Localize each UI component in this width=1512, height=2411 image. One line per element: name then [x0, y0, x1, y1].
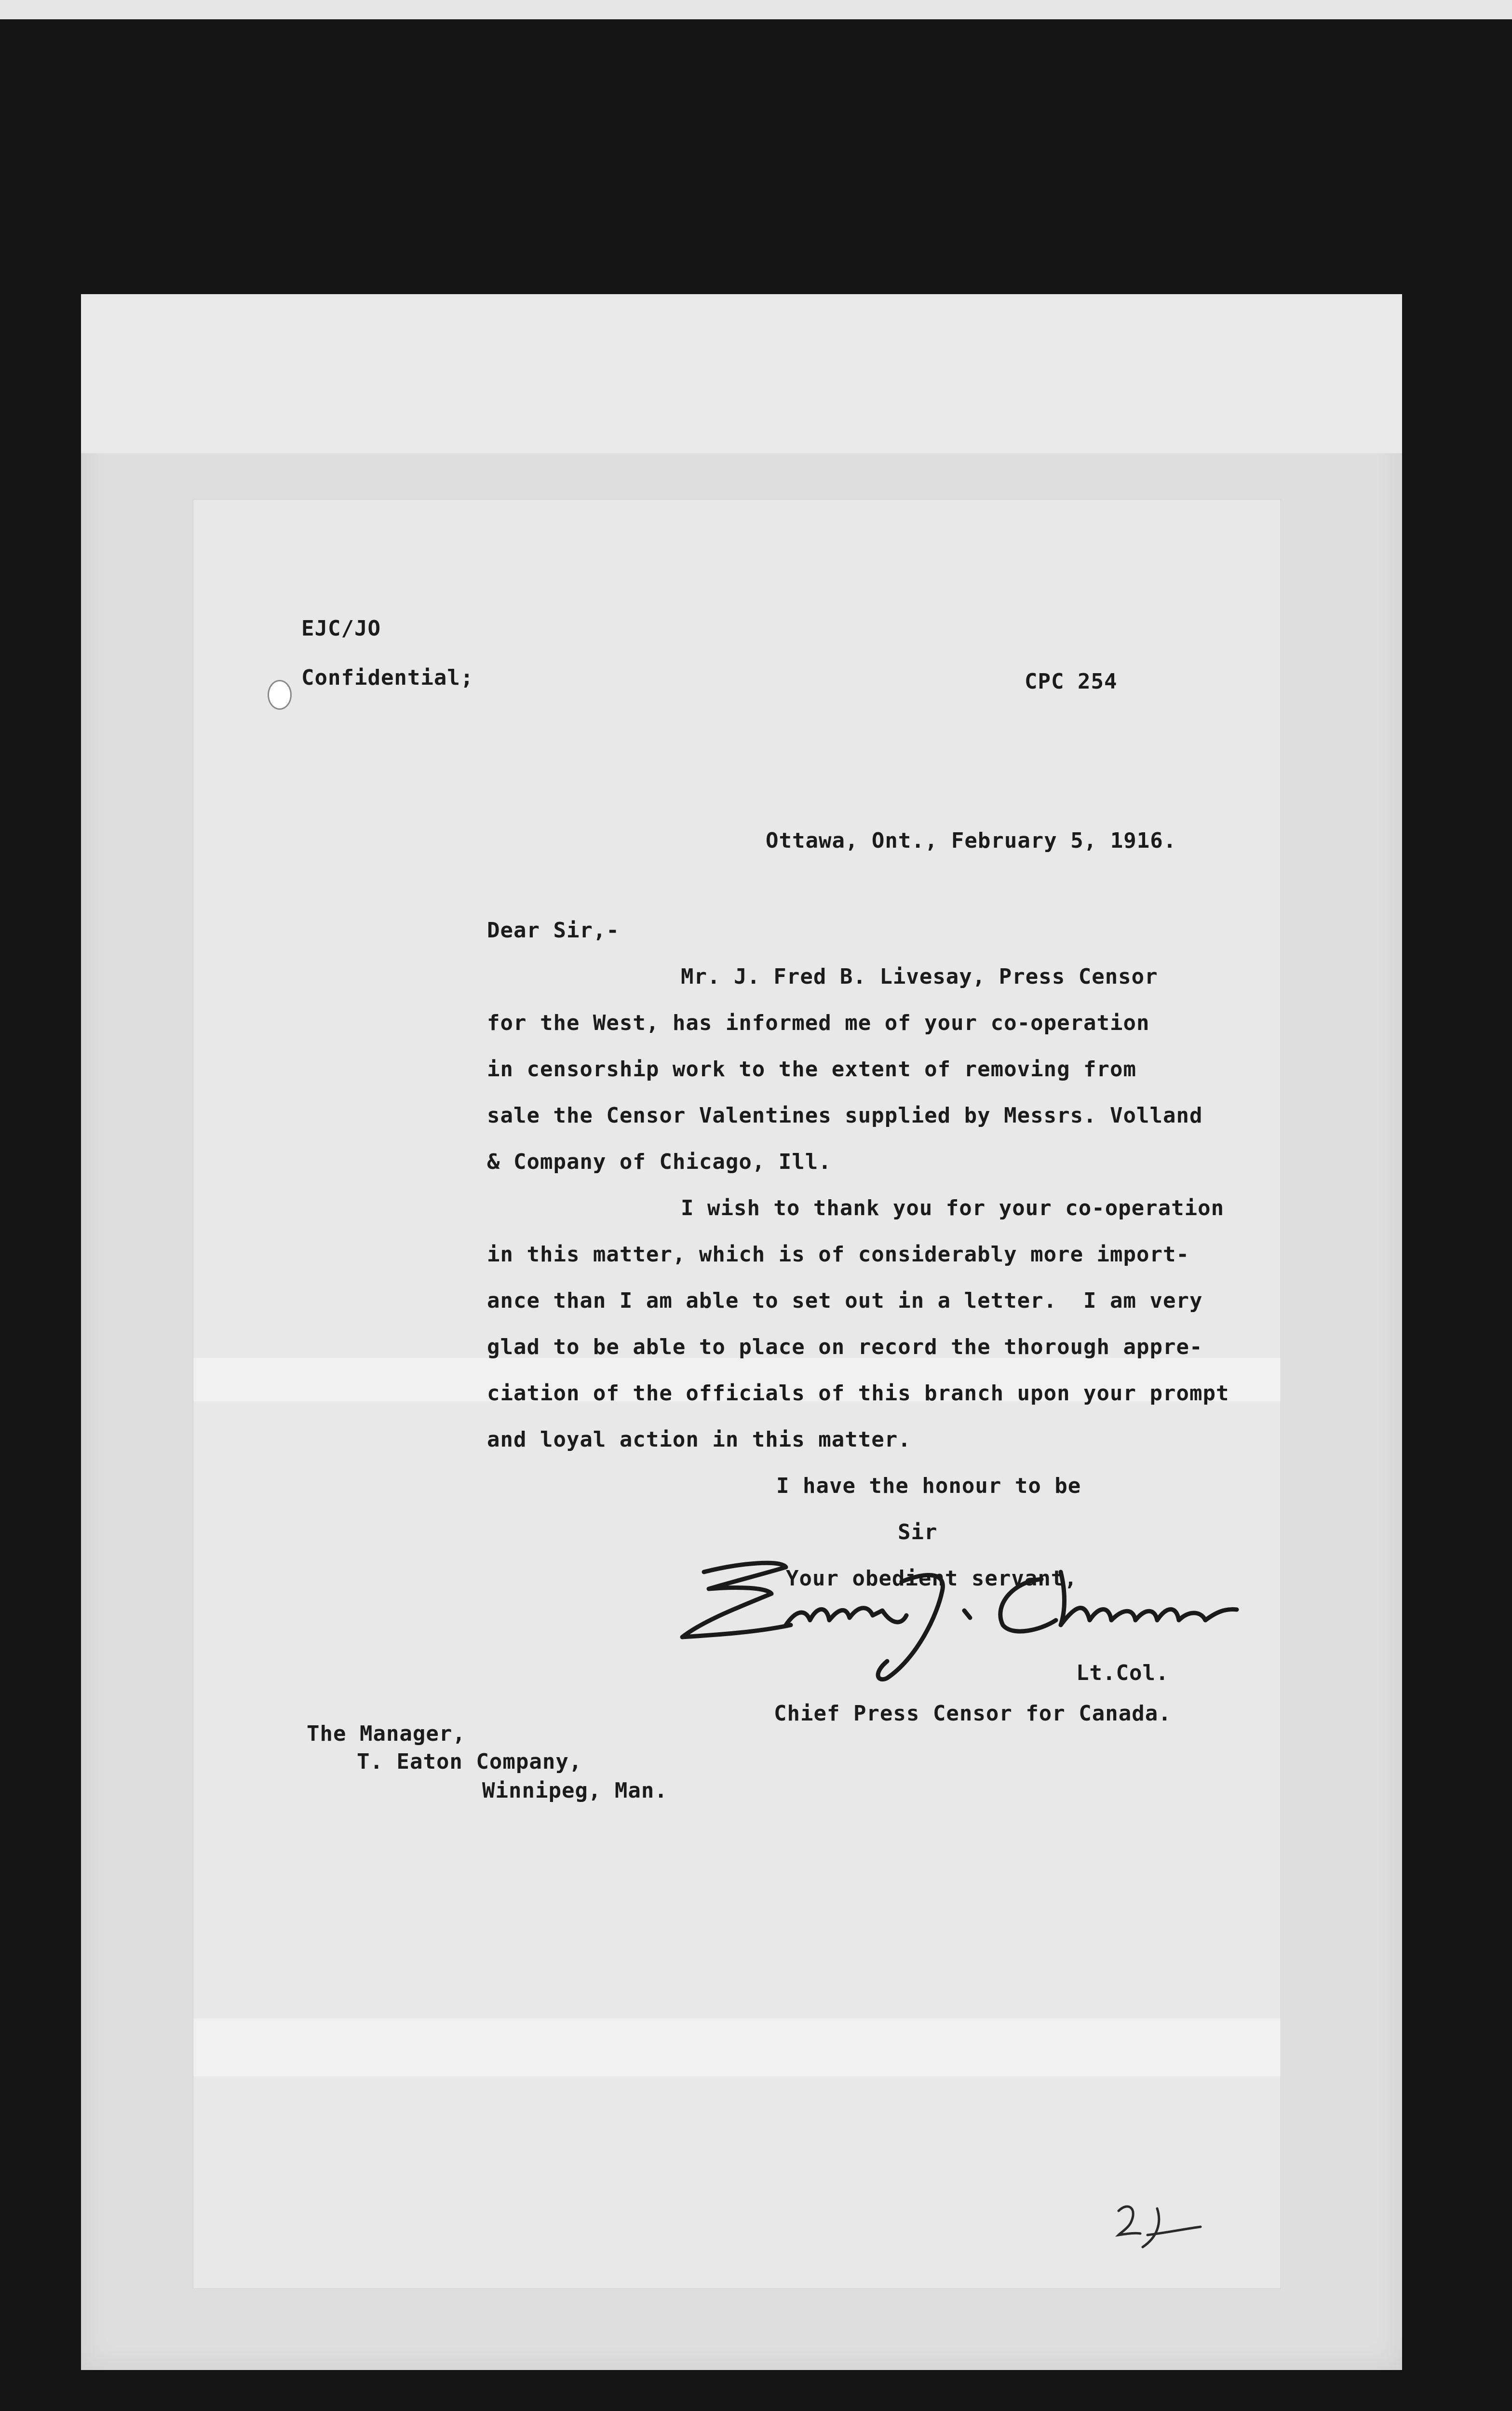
reference-initials: EJC/JO [301, 616, 381, 641]
closing-line: I have the honour to be [776, 1474, 1081, 1498]
addressee-line: T. Eaton Company, [357, 1749, 582, 1774]
signer-rank: Lt.Col. [1076, 1661, 1169, 1685]
scan-band [193, 2018, 1281, 2076]
body-line: & Company of Chicago, Ill. [487, 1150, 832, 1174]
body-line: ciation of the officials of this branch upon your prompt [487, 1381, 1229, 1406]
film-top-strip [0, 0, 1512, 19]
pencil-folio-mark [1109, 2199, 1205, 2252]
salutation: Dear Sir,- [487, 918, 620, 943]
body-line: glad to be able to place on record the thorough appre- [487, 1335, 1203, 1359]
closing-line: Your obedient servant, [786, 1566, 1078, 1591]
body-line: in this matter, which is of considerably more import- [487, 1242, 1189, 1267]
body-line: ance than I am able to set out in a letter. I am very [487, 1288, 1203, 1313]
body-line: sale the Censor Valentines supplied by Messrs. Volland [487, 1103, 1203, 1128]
body-line: I wish to thank you for your co-operation [681, 1196, 1225, 1220]
file-number: CPC 254 [1025, 669, 1118, 694]
body-line: Mr. J. Fred B. Livesay, Press Censor [681, 964, 1158, 989]
punch-hole [268, 680, 292, 710]
backing-sheet-top [81, 294, 1402, 453]
body-line: and loyal action in this matter. [487, 1427, 911, 1452]
addressee-line: Winnipeg, Man. [482, 1778, 668, 1803]
confidential-marking: Confidential; [301, 665, 474, 690]
place-date: Ottawa, Ont., February 5, 1916. [766, 828, 1177, 853]
closing-line: Sir [898, 1520, 938, 1544]
signer-title: Chief Press Censor for Canada. [774, 1701, 1172, 1726]
body-line: in censorship work to the extent of removing from [487, 1057, 1137, 1082]
addressee-line: The Manager, [307, 1721, 466, 1746]
body-line: for the West, has informed me of your co-operation [487, 1011, 1150, 1035]
